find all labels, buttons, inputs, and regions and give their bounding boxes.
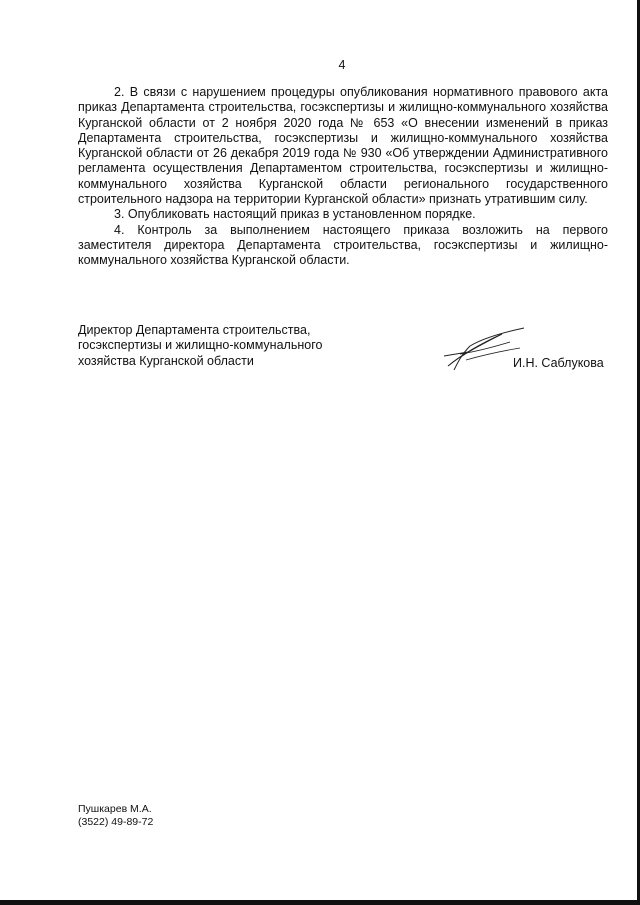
executor-info bbox=[78, 803, 153, 829]
scan-edge-bottom bbox=[0, 900, 640, 905]
paragraph-2: 2. В связи с нарушением процедуры опубликования нормативного правового акта приказ Департамента строительства, госэкспертизы и жилищно-коммунального хозяйства Курганской области от 2 ноября 2020 года № 653 «О внесении изменений в приказ Департамента строительства, госэкспертизы и жилищно-коммунального хозяйства Курганской области от 26 декабря 2019 года № 930 «Об утверждении Административного регламента осуществления Департаментом строительства, госэкспертизы и жилищно-коммунального хозяйства Курганской области регионального государственного строительного надзора на территории Курганской области» признать утратившим силу. bbox=[78, 85, 608, 207]
signatory-name: И.Н. Саблукова bbox=[513, 356, 604, 370]
page-number: 4 bbox=[338, 58, 346, 72]
paragraph-4: 4. Контроль за выполнением настоящего приказа возложить на первого заместителя директора Департамента строительства, госэкспертизы и жилищно-коммунального хозяйства Курганской области. bbox=[78, 222, 608, 268]
signatory-position bbox=[78, 323, 378, 369]
executor-phone: (3522) 49-89-72 bbox=[78, 816, 154, 828]
paragraph-3: 3. Опубликовать настоящий приказ в установленном порядке. bbox=[114, 207, 476, 222]
position-line: госэкспертизы и жилищно-коммунального bbox=[78, 338, 323, 353]
position-line: Директор Департамента строительства, bbox=[78, 323, 311, 337]
order-body bbox=[78, 85, 608, 269]
executor-name: Пушкарев М.А. bbox=[78, 803, 152, 815]
position-line: хозяйства Курганской области bbox=[78, 353, 254, 368]
